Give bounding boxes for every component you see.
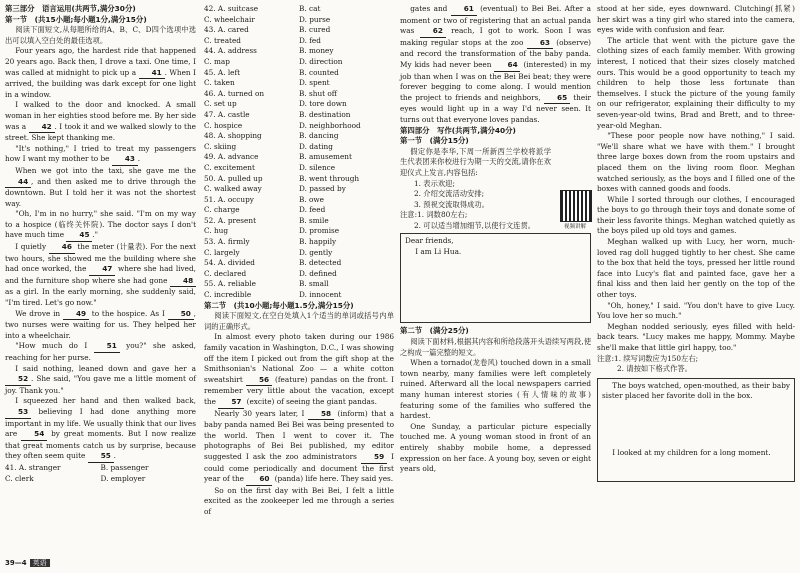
text-run: by great moments. But I now realize that great moments catch us by surprise, because they often seem quite <box>5 429 196 461</box>
option: 49. A. advance <box>204 152 259 162</box>
option: 43. A. cared <box>204 25 249 35</box>
option: 44. A. address <box>204 46 257 56</box>
blank-50: 50 <box>168 309 194 321</box>
paragraph <box>5 100 196 143</box>
blank-48: 48 <box>170 276 196 288</box>
blank-64: 64 <box>494 60 520 72</box>
part-title: 第四部分 写作(共两节,满分40分) <box>400 125 516 135</box>
option: D. dating <box>299 141 333 151</box>
option-row <box>204 226 394 237</box>
option: C. hug <box>204 226 229 236</box>
text-run: (observe) and record the transformation of the baby panda. My kids had never been <box>400 37 591 69</box>
option-row <box>204 99 394 110</box>
option: B. cat <box>299 4 321 13</box>
text-run: , and then asked me to drive through the downtown. But I told her it was not the shortest way. <box>5 176 196 208</box>
paragraph <box>204 486 394 518</box>
option: C. walked away <box>204 184 262 194</box>
option: D. feed <box>299 205 326 215</box>
option: 53. A. firmly <box>204 237 250 247</box>
text-run: (interested) in my job than when I was on the Bei Bei beat; they were forever begging to come along. I would mention the project to friends and neighbors, <box>400 59 592 102</box>
paragraph <box>400 4 591 126</box>
text-run: I squeezed her hand and then walked back, <box>15 396 196 406</box>
option-row <box>204 184 394 195</box>
option: 51. A. occupy <box>204 194 254 204</box>
option: C. declared <box>204 268 247 278</box>
option: 45. A. left <box>204 67 241 77</box>
story-paragraph: One Sunday, a particular picture especially touched me. A young woman stood in front of an entirely shabby mobile home, a depressed expression on her face. A young boy, seven or eight years old, <box>400 421 591 474</box>
text-run: you?" she asked, reaching for her purse. <box>5 341 196 362</box>
text-run: "Oh, I'm in no hurry," she said. "I'm on my way to a hospice (临终关怀院). The doctor says I don't have much time <box>5 209 196 240</box>
option-row <box>204 279 394 290</box>
option: B. small <box>299 279 329 289</box>
blank-63: 63 <box>527 38 553 50</box>
text-run: In almost every photo taken during our 1986 family vacation in Washington, D.C., I was showing off the item I picked out from the gift shop at the Smithsonian's National Zoo — a white cotton sweatshirt <box>204 332 394 384</box>
option: C. largely <box>204 247 240 257</box>
option: 50. A. pulled up <box>204 173 263 183</box>
option: C. incredible <box>204 290 252 300</box>
option-row <box>204 78 394 89</box>
paragraph <box>5 166 196 209</box>
option-row <box>204 15 394 26</box>
text-run: gates and <box>410 4 451 13</box>
page-footer <box>5 558 50 568</box>
text-run: . <box>113 451 116 461</box>
page-number: 39—4 <box>5 559 27 567</box>
text-run: (inform) that a baby panda named Bei Bei was being presented to the world. Then I went to cover it. The photographs of Bei Bei published, my editor suggested I ask the zoo administrators <box>204 408 395 461</box>
story-paragraph: While I sorted through our clothes, I encouraged the boys to go through their toys and donate some of their less favorite things. Meghan watched quietly as the boys piled up old toys and games. <box>597 194 795 236</box>
option-row <box>204 205 394 216</box>
text-run: the meter (计量表). For the next two hours, she showed me the building where she had once worked, the <box>5 242 196 274</box>
paragraph <box>204 332 394 408</box>
option: D. spent <box>299 78 330 88</box>
writing-instructions: 假定你是李华,下周一所新西兰学校将派学生代表团来你校进行为期一天的交流,请你在欢迎仪式上发言,内容包括: <box>400 146 551 177</box>
blank-46: 46 <box>49 242 75 254</box>
option: B. smile <box>299 215 329 225</box>
blank-56: 56 <box>246 375 272 387</box>
option-row <box>204 152 394 163</box>
section-title: 第一节 (共15小题;每小题1分,满分15分) <box>5 14 147 24</box>
option: D. innocent <box>299 290 342 300</box>
option-row <box>204 121 394 132</box>
text-run: I could come periodically and document the first year of the <box>204 451 394 484</box>
option-row <box>204 174 394 185</box>
note-1: 1. 词数80左右; <box>417 210 468 220</box>
option: C. skiing <box>204 141 237 151</box>
blank-59: 59 <box>361 452 387 464</box>
text-run: Nearly 30 years later, I <box>214 408 308 418</box>
option-row <box>204 4 394 15</box>
option-row: C. clerk D. employer <box>5 473 146 483</box>
option-row <box>204 258 394 269</box>
letter-greeting: Dear friends, <box>405 236 454 246</box>
section-title: 第二节 (满分25分) <box>400 326 469 336</box>
option: B. went through <box>299 173 360 183</box>
letter-opening: I am Li Hua. <box>415 247 462 257</box>
text-run: , two nurses were waiting for us. They helped her into a wheelchair. <box>5 308 196 340</box>
text-run: (panda) life here. They said yes. <box>272 474 394 484</box>
blank-57: 57 <box>218 397 244 409</box>
option: D. fed <box>299 35 321 45</box>
prompt-line-2: I looked at my children for a long moment. <box>612 447 771 457</box>
option-row <box>204 195 394 206</box>
story-continued <box>597 4 795 354</box>
option: C. excitement <box>204 162 255 172</box>
option: 52. A. present <box>204 215 257 225</box>
text-run: (feature) pandas on the front. I remember very little about the vacation, except the <box>204 374 394 406</box>
paragraph <box>5 396 196 463</box>
blank-60: 60 <box>246 474 272 486</box>
blank-62: 62 <box>420 26 446 38</box>
text-run: as a girl. In the early morning, she suddenly said, "I'm tired. Let's go now." <box>5 287 196 308</box>
option: 55. A. reliable <box>204 279 256 289</box>
point-2: 2. 介绍交流活动安排; <box>414 189 485 199</box>
paragraph <box>5 309 196 342</box>
option: D. direction <box>299 56 343 66</box>
column-1 <box>5 4 196 484</box>
story-paragraph: "Oh, honey," I said. "You don't have to give Lucy. You love her so much." <box>597 300 795 321</box>
option: B. counted <box>299 67 339 77</box>
blank-42: 42 <box>29 122 55 134</box>
blank-52: 52 <box>5 374 31 386</box>
qr-code-icon[interactable] <box>560 190 592 222</box>
option: B. money <box>299 46 334 56</box>
section-title: 第一节 (满分15分) <box>400 136 469 146</box>
option: 54. A. divided <box>204 258 255 268</box>
instructions: 阅读下面短文,在空白处填入1个适当的单词或括号内单词的正确形式。 <box>204 311 394 331</box>
story-paragraph: Meghan nodded seriously, eyes filled with held-back tears. "Lucy makes me happy, Mommy. Maybe she'll make that little girl happy, too." <box>597 321 795 352</box>
paragraph <box>5 209 196 242</box>
point-3: 3. 预祝交流取得成功。 <box>414 199 489 209</box>
text-run: . When I arrived, the building was dark except for one light in a window. <box>5 67 197 99</box>
story-paragraph: When a tornado(龙卷风) touched down in a small town nearby, many families were left completely ruined. Afterward all the local newspapers carried many human interest stories (有人情味的故事) featuring some of the families who suffered the hardest. <box>400 358 591 421</box>
option-row <box>204 269 394 280</box>
story-paragraph: "These poor people now have nothing," I said. "We'll share what we have with them." I brought three large boxes down from the room upstairs and placed them on the living room floor. Meghan watched seriously, as the boys and I filled one of the boxes with canned goods and foods. <box>597 131 795 194</box>
text-run: (eventual) to Bei Bei. After a moment or two of registering that an actual panda was <box>400 4 591 36</box>
qr-caption: 视频讲解 <box>563 224 586 230</box>
option: D. gently <box>299 247 333 257</box>
paragraph <box>5 46 196 100</box>
continuation-instructions: 阅读下面材料,根据其内容和所给段落开头语续写两段,使之构成一篇完整的短文。 <box>400 337 591 357</box>
text-run: I quietly <box>15 242 49 252</box>
answer-box <box>400 233 591 323</box>
blank-55: 55 <box>88 451 114 463</box>
grammar-passage <box>204 332 394 517</box>
blank-51: 51 <box>94 341 120 353</box>
section-title: 第二节 (共10小题;每小题1.5分,满分15分) <box>204 300 354 310</box>
blank-54: 54 <box>21 429 47 441</box>
paragraph <box>204 409 394 486</box>
column-4 <box>597 4 795 482</box>
grammar-passage-cont <box>400 4 591 126</box>
option: D. silence <box>299 162 336 172</box>
note-1: 注意:1. 续写词数应为150左右; <box>597 353 699 363</box>
blank-65: 65 <box>544 93 570 105</box>
story-paragraph: The article that went with the picture gave the clothing sizes of each family member. With growing interest, I noticed that their sizes closely matched ours. This would be a good opportunity to teach my children to help those less fortunate than themselves. I stuck the picture of the young family on our refrigerator, explaining their difficulty to my seven-year-old twins, Brad and Brett, and to three-year-old Meghan. <box>597 35 795 130</box>
answer-box <box>597 378 795 482</box>
point-1: 1. 表示欢迎; <box>414 178 455 188</box>
text-run: ." <box>92 230 99 240</box>
option-row <box>204 89 394 100</box>
option-row <box>204 25 394 36</box>
blank-53: 53 <box>5 407 31 419</box>
options-list <box>204 4 394 301</box>
blank-44: 44 <box>5 177 31 189</box>
option: C. set up <box>204 99 237 109</box>
option: C. hospice <box>204 120 243 130</box>
text-run: . <box>137 154 141 164</box>
option: C. taken <box>204 78 235 88</box>
option-row <box>204 237 394 248</box>
blank-43: 43 <box>112 154 138 166</box>
option: B. dancing <box>299 131 339 141</box>
column-3 <box>400 4 591 475</box>
option-row <box>204 68 394 79</box>
text-run: their eyes would light up in a way I'd never seen. It turns out that everyone loves pandas. <box>400 92 591 124</box>
option: 48. A. shopping <box>204 131 262 141</box>
story-paragraph: stood at her side, eyes downward. Clutching(抓紧) her skirt was a tiny girl who stared into the camera, eyes wide with confusion and fear. <box>597 4 795 35</box>
option-row <box>204 131 394 142</box>
column-2 <box>204 4 394 518</box>
option: C. wheelchair <box>204 14 255 24</box>
text-run: to the hospice. As I <box>88 308 168 318</box>
option: D. tore down <box>299 99 347 109</box>
option-row <box>204 110 394 121</box>
option-row <box>204 163 394 174</box>
option: D. neighborhood <box>299 120 361 130</box>
notes-title: 注意: <box>400 210 418 220</box>
cloze-passage <box>5 46 196 463</box>
option: C. charge <box>204 205 240 215</box>
text-run: When we got into the taxi, she gave me the <box>15 165 196 175</box>
option: B. happily <box>299 237 337 247</box>
text-run: We drove in <box>15 308 63 318</box>
option-row <box>204 46 394 57</box>
option-row: 41. A. stranger B. passenger <box>5 462 149 472</box>
option: 42. A. suitcase <box>204 4 259 13</box>
part-title: 第三部分 语言运用(共两节,满分30分) <box>5 4 136 13</box>
paragraph <box>5 341 196 363</box>
prompt-line-1: The boys watched, open-mouthed, as their baby sister placed her favorite doll in the box. <box>602 380 790 401</box>
option-row <box>204 36 394 47</box>
option: D. passed by <box>299 184 346 194</box>
story-paragraph: Meghan walked up with Lucy, her worn, much-loved rag doll hugged tightly to her chest. She came to the box that held the toys, pressed her little round face into Lucy's flat and painted face, gave her a final kiss and then laid her gently on the top of the other toys. <box>597 237 795 300</box>
option: B. detected <box>299 258 342 268</box>
text-run: . I took it and we walked slowly to the street. She kept thanking me. <box>5 121 196 143</box>
paragraph <box>5 364 196 397</box>
option-row <box>204 142 394 153</box>
blank-47: 47 <box>89 264 115 276</box>
text-run: I walked to the door and knocked. A small woman in her eighties stood before me. By her side was a <box>5 100 197 131</box>
option: B. cured <box>299 25 331 35</box>
note-2: 2. 请按如下格式作答。 <box>617 364 692 374</box>
option-row <box>204 290 394 301</box>
paragraph <box>5 144 196 166</box>
option-row <box>204 248 394 259</box>
option: B. amusement <box>299 152 352 162</box>
option: C. map <box>204 56 230 66</box>
text-run: I said nothing, leaned down and gave her a <box>15 363 196 373</box>
text-run: where she had lived, and the furniture shop where she had gone <box>5 264 196 285</box>
blank-61: 61 <box>451 4 477 16</box>
option-row <box>204 57 394 68</box>
option-row <box>204 216 394 227</box>
text-run: . She said, "You gave me a little moment of joy. Thank you." <box>5 374 196 395</box>
text-run: reach, I got to work. Soon I was making regular stops at the zoo <box>400 26 591 47</box>
text-run: So on the first day with Bei Bei, I felt a little excited as the zookeeper led me through a series of <box>204 485 394 516</box>
blank-49: 49 <box>63 309 89 321</box>
text-run: "How much do I <box>15 341 94 351</box>
text-run: believing I had done anything more important in my life. We usually think that our lives are <box>5 406 196 439</box>
option: C. treated <box>204 35 241 45</box>
subject-badge: 英语 <box>30 559 50 567</box>
option: 47. A. castle <box>204 109 250 119</box>
blank-41: 41 <box>139 68 165 80</box>
option: D. promise <box>299 226 340 236</box>
option: B. shut off <box>299 88 337 98</box>
option: D. purse <box>299 14 331 24</box>
blank-45: 45 <box>66 230 92 242</box>
text-run: (excite) of seeing the giant pandas. <box>244 396 377 406</box>
text-run: Four years ago, the hardest ride that happened 20 years ago. Back then, I drove a taxi. One time, I was called at midnight to pick up a <box>5 46 196 77</box>
instructions: 阅读下面短文,从每题所给的A、B、C、D四个选项中选出可以填入空白处的最佳选项。 <box>5 25 196 45</box>
option: B. owe <box>299 194 324 204</box>
paragraph <box>5 242 196 309</box>
note-2: 2. 可以适当增加细节,以使行文连贯。 <box>414 220 536 230</box>
option: B. destination <box>299 109 351 119</box>
text-run: "It's nothing," I tried to treat my passengers how I want my mother to be <box>5 143 196 164</box>
blank-58: 58 <box>308 409 334 421</box>
option: D. defined <box>299 268 337 278</box>
option: 46. A. turned on <box>204 88 265 98</box>
